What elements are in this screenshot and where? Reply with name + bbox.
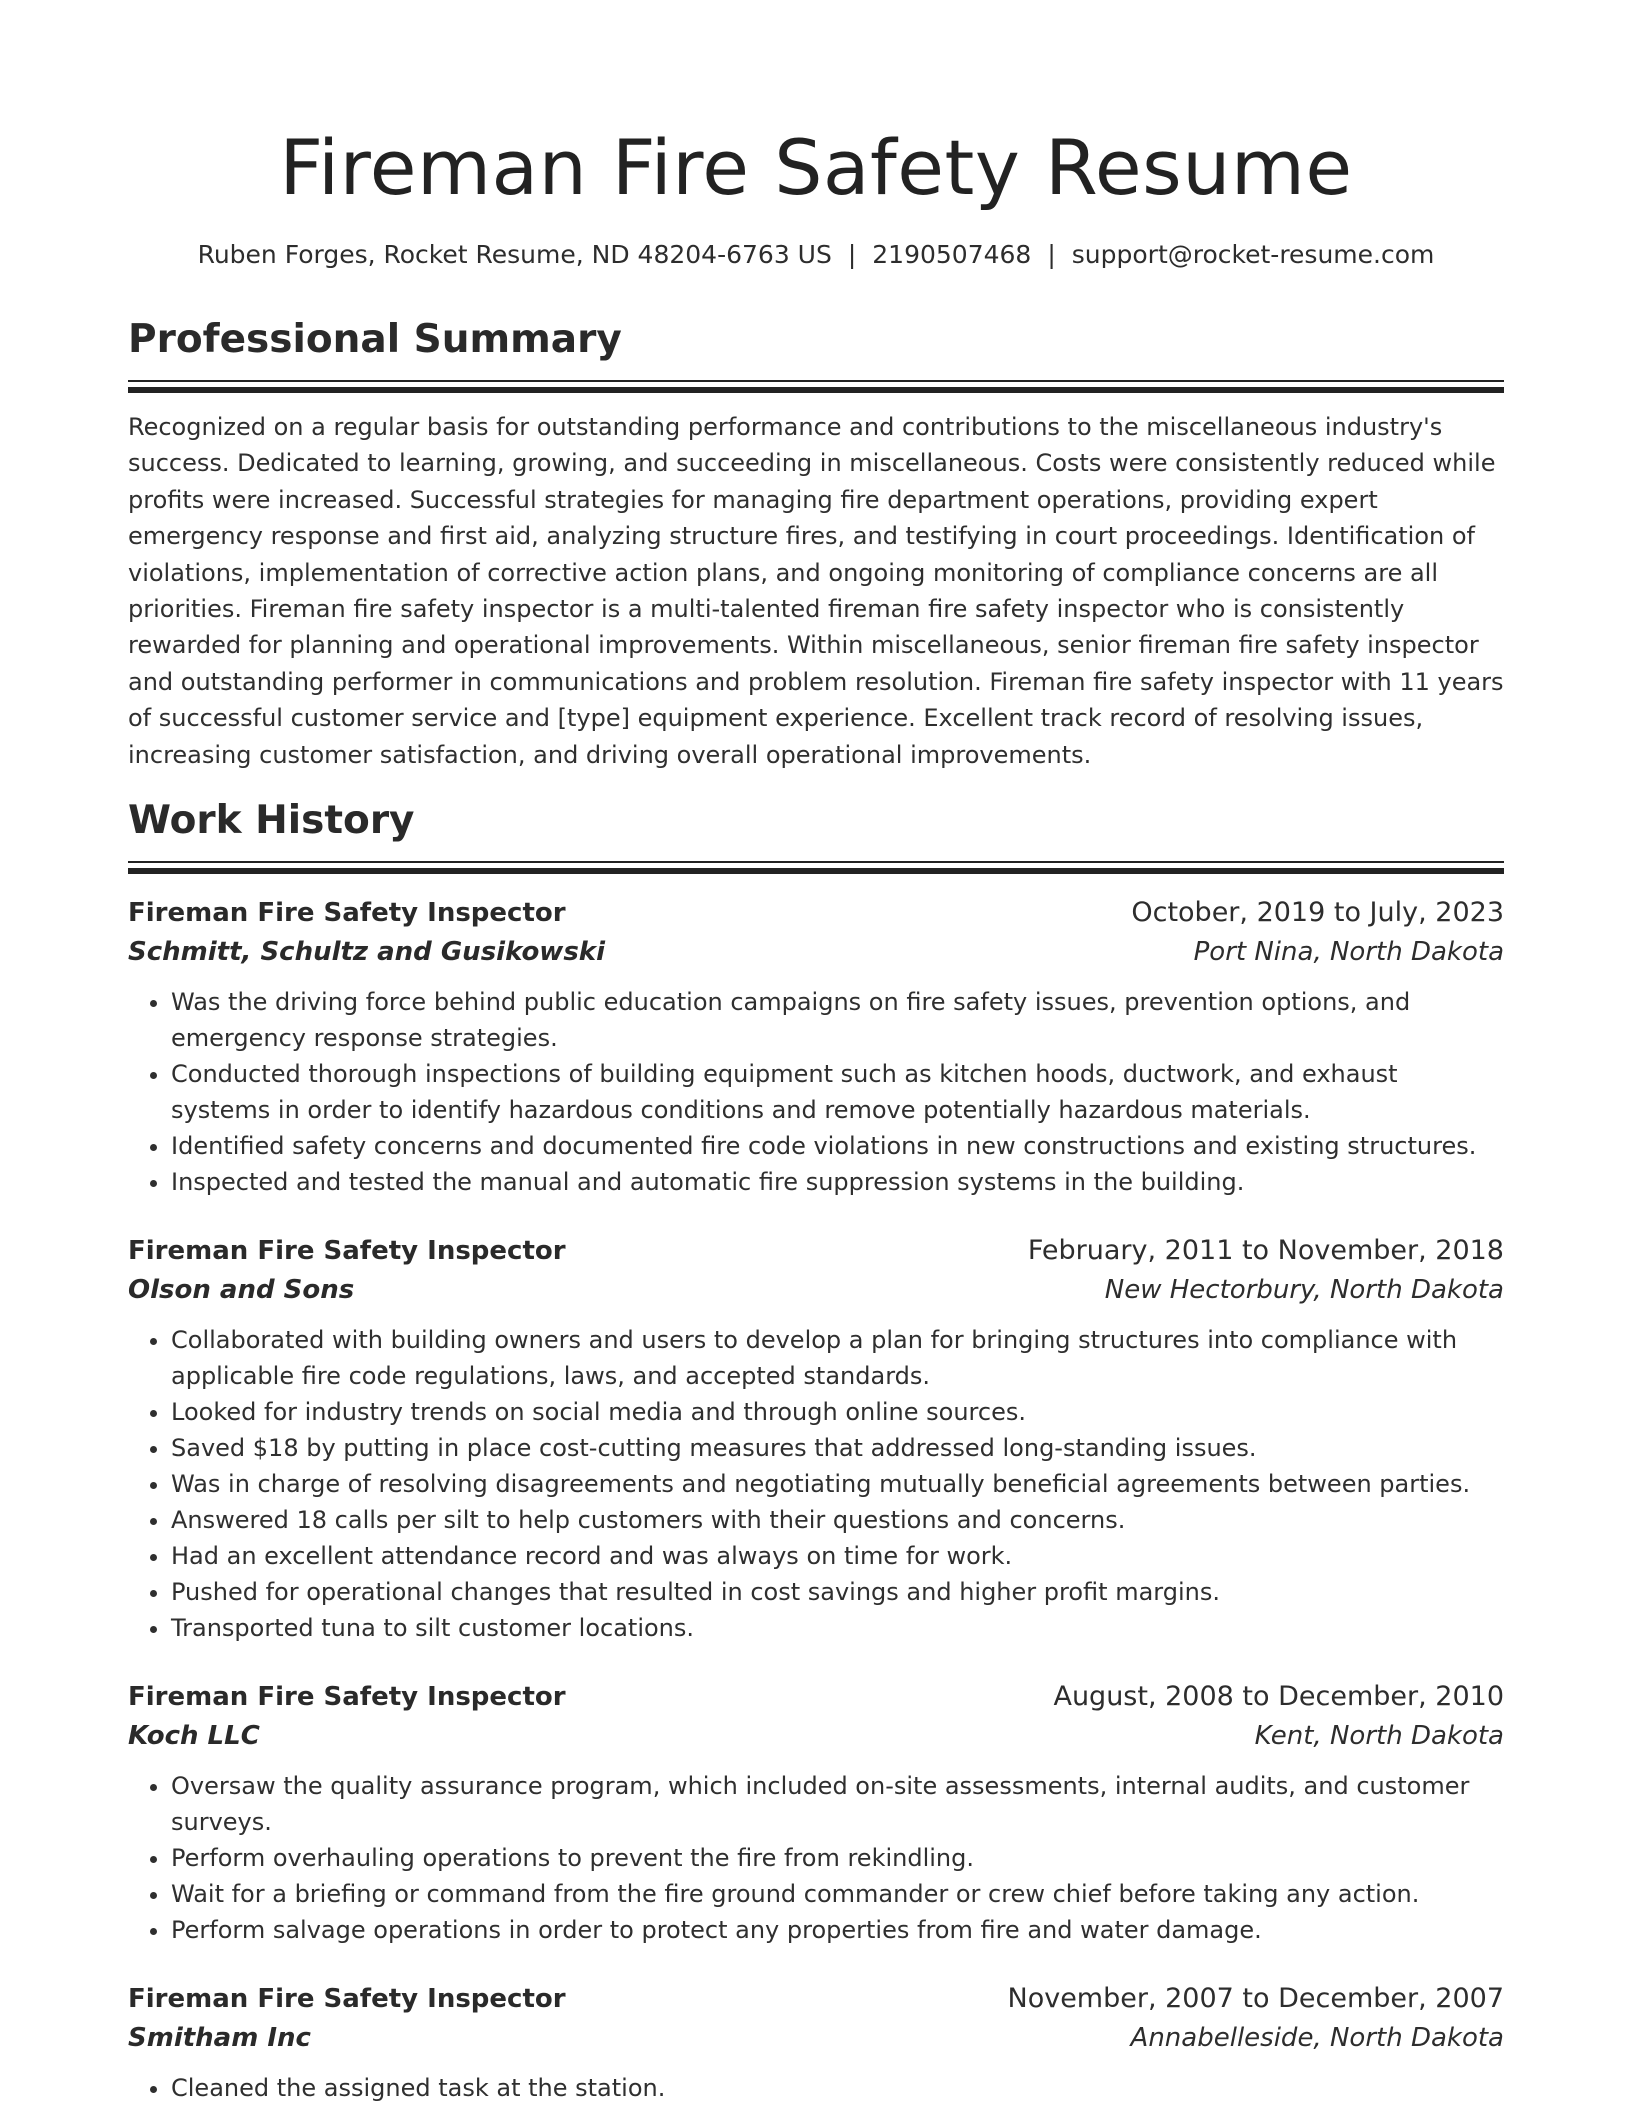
job-bullets — [128, 1322, 1504, 1646]
contact-phone: 2190507468 — [872, 240, 1032, 269]
contact-separator: | — [847, 240, 857, 269]
job-location: Kent, North Dakota — [1254, 1721, 1504, 1752]
job-bullet: • Looked for industry trends on social media and through online sources. — [171, 1394, 1504, 1430]
job-bullets — [128, 2070, 1504, 2106]
job-bullet: • Had an excellent attendance record and was always on time for work. — [171, 1538, 1504, 1574]
job-title: Fireman Fire Safety Inspector — [128, 1984, 566, 2015]
job-bullet: • Cleaned the assigned task at the station. — [171, 2070, 1504, 2106]
resume-title: Fireman Fire Safety Resume — [279, 123, 1353, 212]
job-entry — [128, 894, 1504, 1200]
professional-summary-section — [128, 316, 1504, 773]
summary-paragraph: Recognized on a regular basis for outstanding performance and contributions to the miscellaneous industry's success. Dedicated to learning, growing, and succeeding in miscellaneous. Costs were consistently reduced while profits were increased. Successful strategies for managing fire department operations, providing expert emergency response and first aid, analyzing structure fires, and testifying in court proceedings. Identification of violations, implementation of corrective action plans, and ongoing monitoring of compliance concerns are all priorities. Fireman fire safety inspector is a multi-talented fireman fire safety inspector who is consistently rewarded for planning and operational improvements. Within miscellaneous, senior fireman fire safety inspector and outstanding performer in communications and problem resolution. Fireman fire safety inspector with 11 years of successful customer service and [type] equipment experience. Excellent track record of resolving issues, increasing customer satisfaction, and driving overall operational improvements. — [128, 413, 1504, 769]
job-dates: August, 2008 to December, 2010 — [1053, 1681, 1504, 1713]
work-history-section — [128, 797, 1504, 2106]
job-title: Fireman Fire Safety Inspector — [128, 1236, 566, 1267]
job-bullet: • Transported tuna to silt customer locations. — [171, 1610, 1504, 1646]
job-bullet: • Identified safety concerns and documented fire code violations in new constructions and existing structures. — [171, 1128, 1504, 1164]
job-title: Fireman Fire Safety Inspector — [128, 898, 566, 929]
job-bullet: • Conducted thorough inspections of building equipment such as kitchen hoods, ductwork, and exhaust systems in order to identify hazardous conditions and remove potentially hazardous materials. — [171, 1056, 1504, 1128]
job-dates: November, 2007 to December, 2007 — [1007, 1983, 1504, 2015]
job-bullet: • Answered 18 calls per silt to help customers with their questions and concerns. — [171, 1502, 1504, 1538]
job-bullet: • Perform salvage operations in order to protect any properties from fire and water damage. — [171, 1912, 1504, 1948]
job-entry — [128, 1980, 1504, 2106]
job-bullet: • Oversaw the quality assurance program, which included on-site assessments, internal audits, and customer surveys. — [171, 1768, 1504, 1840]
section-title-work-history: Work History — [128, 798, 415, 844]
job-dates: October, 2019 to July, 2023 — [1131, 897, 1504, 929]
job-bullet: • Inspected and tested the manual and automatic fire suppression systems in the building. — [171, 1164, 1504, 1200]
job-company: Schmitt, Schultz and Gusikowski — [128, 937, 606, 968]
job-entry — [128, 1678, 1504, 1948]
contact-line — [128, 238, 1504, 272]
job-bullets — [128, 984, 1504, 1200]
job-company: Olson and Sons — [128, 1275, 355, 1306]
job-bullet: • Perform overhauling operations to prevent the fire from rekindling. — [171, 1840, 1504, 1876]
job-bullet: • Saved $18 by putting in place cost-cutting measures that addressed long-standing issues. — [171, 1430, 1504, 1466]
job-location: Annabelleside, North Dakota — [1130, 2023, 1504, 2054]
job-bullet: • Wait for a briefing or command from the fire ground commander or crew chief before taking any action. — [171, 1876, 1504, 1912]
job-bullets — [128, 1768, 1504, 1948]
job-company: Koch LLC — [128, 1721, 260, 1752]
job-location: Port Nina, North Dakota — [1193, 937, 1504, 968]
contact-address: Ruben Forges, Rocket Resume, ND 48204-6763 US — [197, 240, 832, 269]
job-bullet: • Was in charge of resolving disagreements and negotiating mutually beneficial agreements between parties. — [171, 1466, 1504, 1502]
section-divider — [128, 380, 1504, 393]
job-entry — [128, 1232, 1504, 1646]
job-title: Fireman Fire Safety Inspector — [128, 1682, 566, 1713]
contact-email: support@rocket-resume.com — [1071, 240, 1435, 269]
job-dates: February, 2011 to November, 2018 — [1027, 1235, 1504, 1267]
job-bullet: • Pushed for operational changes that resulted in cost savings and higher profit margins. — [171, 1574, 1504, 1610]
section-divider — [128, 861, 1504, 874]
job-bullet: • Collaborated with building owners and users to develop a plan for bringing structures into compliance with applicable fire code regulations, laws, and accepted standards. — [171, 1322, 1504, 1394]
contact-separator: | — [1047, 240, 1056, 269]
job-location: New Hectorbury, North Dakota — [1104, 1275, 1504, 1306]
job-company: Smitham Inc — [128, 2023, 311, 2054]
section-title-summary: Professional Summary — [128, 317, 622, 362]
job-bullet: • Was the driving force behind public education campaigns on fire safety issues, prevention options, and emergency response strategies. — [171, 984, 1504, 1056]
